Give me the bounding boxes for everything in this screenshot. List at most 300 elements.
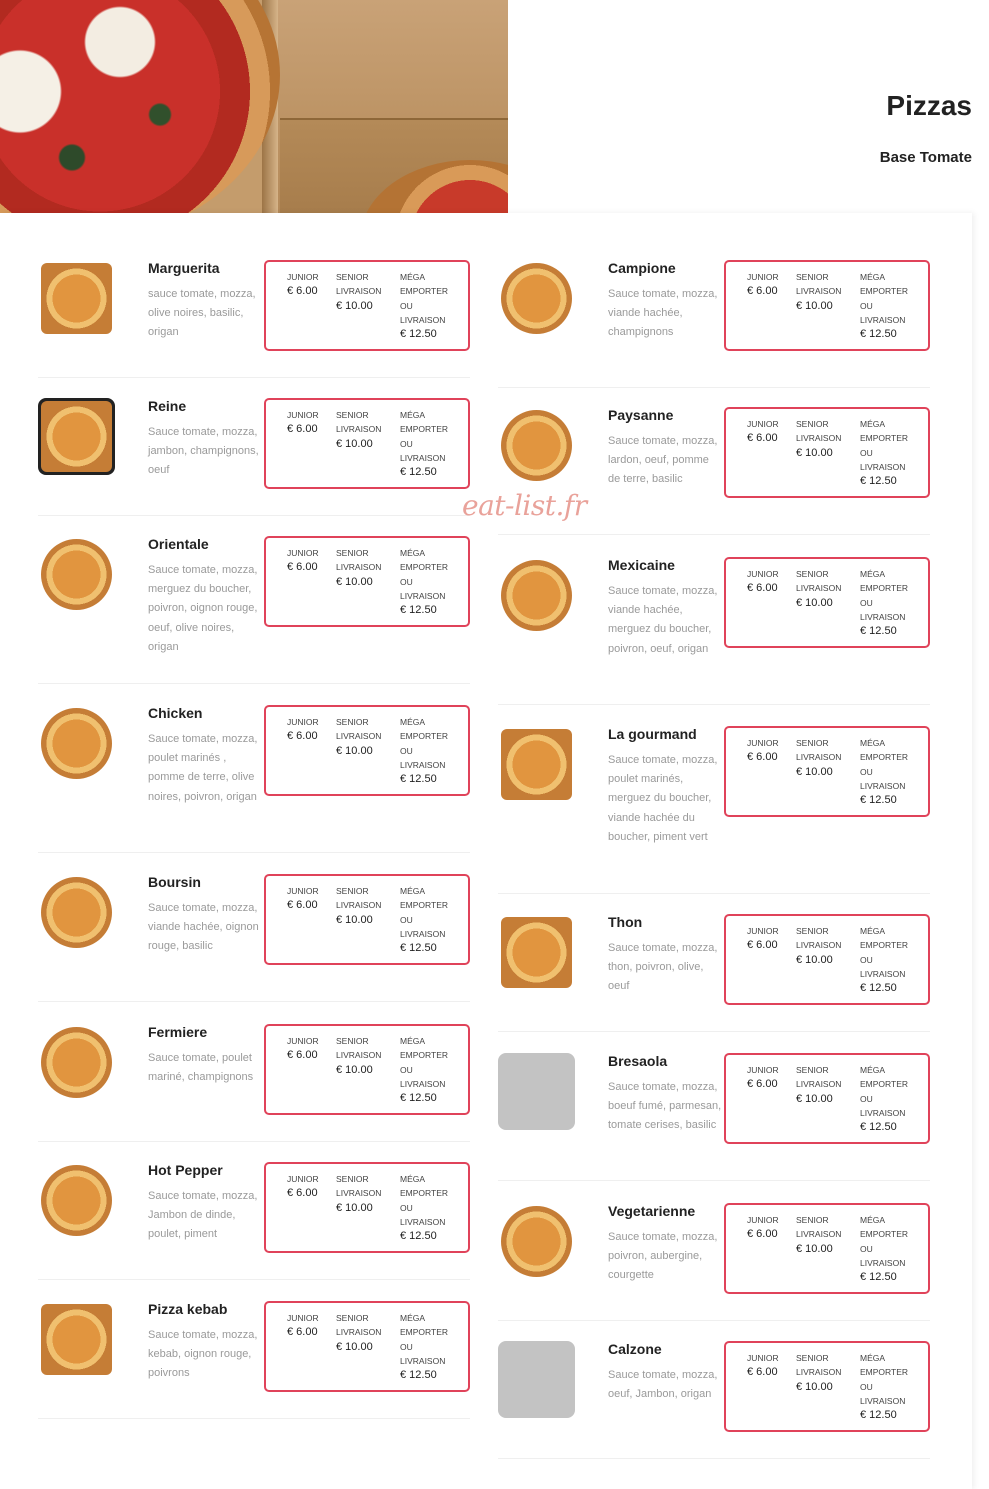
price-box — [264, 1162, 470, 1253]
pizza-image — [41, 263, 112, 334]
price-label-emporter: EMPORTER — [400, 1188, 449, 1199]
item-name: Reine — [148, 398, 187, 414]
price-label-senior: SENIOR — [796, 926, 829, 936]
price-label-livraison: LIVRAISON — [796, 940, 842, 951]
price-amount-junior: € 6.00 — [287, 899, 318, 912]
item-description: Sauce tomate, mozza, lardon, oeuf, pomme de terre, basilic — [608, 435, 718, 486]
price-label-livraison: LIVRAISON — [400, 314, 446, 325]
price-label-senior: SENIOR — [796, 1215, 829, 1225]
item-description: Sauce tomate, mozza, boeuf fumé, parmesan, tomate cerises, basilic — [608, 1081, 722, 1132]
price-junior — [747, 1063, 779, 1092]
price-mega — [860, 1213, 908, 1284]
price-label-ou: OU — [400, 1064, 413, 1075]
price-label-junior: JUNIOR — [287, 1174, 319, 1184]
menu-item[interactable] — [498, 1203, 930, 1321]
price-label-senior: SENIOR — [796, 419, 829, 429]
price-label-junior: JUNIOR — [287, 1313, 319, 1323]
price-label-ou: OU — [400, 914, 413, 925]
price-junior — [287, 1172, 319, 1201]
price-amount-mega: € 12.50 — [860, 475, 897, 488]
price-amount-mega: € 12.50 — [860, 1271, 897, 1284]
price-amount-senior: € 10.00 — [796, 765, 833, 778]
pizza-image — [41, 1304, 112, 1375]
price-label-junior: JUNIOR — [747, 1353, 779, 1363]
item-description: Sauce tomate, mozza, poivron, aubergine, courgette — [608, 1231, 718, 1282]
price-label-livraison: LIVRAISON — [400, 1355, 446, 1366]
item-name: Orientale — [148, 536, 209, 552]
price-label-mega: MÉGA — [400, 1174, 426, 1184]
price-label-junior: JUNIOR — [287, 410, 319, 420]
price-label-senior: SENIOR — [796, 738, 829, 748]
price-amount-junior: € 6.00 — [747, 1228, 778, 1241]
price-label-livraison: LIVRAISON — [860, 1395, 906, 1406]
price-label-ou: OU — [400, 576, 413, 587]
item-name: Campione — [608, 260, 676, 276]
price-mega — [860, 736, 908, 807]
item-thumbnail — [38, 1024, 115, 1101]
price-label-livraison: LIVRAISON — [336, 286, 382, 297]
price-label-livraison: LIVRAISON — [400, 759, 446, 770]
price-senior — [336, 546, 381, 589]
price-label-mega: MÉGA — [400, 548, 426, 558]
price-amount-senior: € 10.00 — [796, 446, 833, 459]
price-amount-mega: € 12.50 — [860, 1409, 897, 1422]
item-name: Marguerita — [148, 260, 220, 276]
price-label-livraison: LIVRAISON — [400, 928, 446, 939]
price-label-emporter: EMPORTER — [860, 940, 909, 951]
menu-panel — [0, 213, 972, 1489]
price-label-junior: JUNIOR — [747, 926, 779, 936]
menu-item[interactable] — [498, 1053, 930, 1181]
price-amount-mega: € 12.50 — [400, 773, 437, 786]
price-box — [724, 1341, 930, 1432]
item-name: Fermiere — [148, 1024, 208, 1040]
item-thumbnail — [498, 1341, 575, 1418]
price-label-livraison: LIVRAISON — [796, 752, 842, 763]
price-box — [724, 1203, 930, 1294]
price-mega — [860, 924, 908, 995]
item-description: Sauce tomate, mozza, jambon, champignons, oeuf — [148, 426, 259, 477]
price-label-ou: OU — [860, 1381, 873, 1392]
price-label-mega: MÉGA — [860, 1065, 886, 1075]
price-amount-mega: € 12.50 — [400, 1092, 437, 1105]
price-label-senior: SENIOR — [336, 1036, 369, 1046]
item-description: Sauce tomate, mozza, Jambon de dinde, poulet, piment — [148, 1190, 258, 1241]
price-amount-mega: € 12.50 — [400, 942, 437, 955]
item-description: Sauce tomate, mozza, oeuf, Jambon, origan — [608, 1369, 718, 1401]
price-amount-mega: € 12.50 — [860, 794, 897, 807]
price-amount-mega: € 12.50 — [400, 604, 437, 617]
item-description: Sauce tomate, poulet mariné, champignons — [148, 1052, 254, 1084]
price-amount-mega: € 12.50 — [400, 1230, 437, 1243]
price-box — [724, 260, 930, 351]
price-amount-senior: € 10.00 — [336, 744, 373, 757]
price-label-senior: SENIOR — [796, 1065, 829, 1075]
price-label-livraison: LIVRAISON — [860, 1257, 906, 1268]
price-senior — [796, 924, 841, 967]
item-thumbnail — [38, 874, 115, 951]
price-label-ou: OU — [400, 745, 413, 756]
price-junior — [747, 270, 779, 299]
item-name: Boursin — [148, 874, 201, 890]
price-label-ou: OU — [860, 954, 873, 965]
price-senior — [796, 270, 841, 313]
price-senior — [336, 408, 381, 451]
price-box — [264, 536, 470, 627]
price-label-ou: OU — [860, 447, 873, 458]
price-label-livraison: LIVRAISON — [860, 780, 906, 791]
price-amount-junior: € 6.00 — [747, 751, 778, 764]
price-label-junior: JUNIOR — [747, 1065, 779, 1075]
price-senior — [796, 567, 841, 610]
menu-item[interactable] — [38, 1162, 470, 1280]
price-label-livraison: LIVRAISON — [336, 1050, 382, 1061]
price-senior — [336, 1034, 381, 1077]
price-label-junior: JUNIOR — [287, 548, 319, 558]
item-thumbnail — [498, 557, 575, 634]
price-label-livraison: LIVRAISON — [796, 583, 842, 594]
price-label-ou: OU — [860, 766, 873, 777]
price-label-emporter: EMPORTER — [400, 1327, 449, 1338]
price-label-senior: SENIOR — [336, 410, 369, 420]
menu-item[interactable] — [38, 1024, 470, 1142]
item-name: Hot Pepper — [148, 1162, 223, 1178]
price-label-mega: MÉGA — [860, 926, 886, 936]
menu-item[interactable] — [38, 874, 470, 1002]
menu-item[interactable] — [498, 1341, 930, 1459]
hero-image — [0, 0, 508, 213]
pizza-image — [501, 560, 572, 631]
price-label-senior: SENIOR — [336, 272, 369, 282]
price-label-livraison: LIVRAISON — [400, 452, 446, 463]
price-label-senior: SENIOR — [796, 272, 829, 282]
menu-item[interactable] — [38, 536, 470, 684]
price-label-mega: MÉGA — [860, 569, 886, 579]
pizza-image — [501, 917, 572, 988]
item-name: La gourmand — [608, 726, 697, 742]
menu-item[interactable] — [498, 726, 930, 894]
item-description: Sauce tomate, mozza, thon, poivron, olive, oeuf — [608, 942, 718, 993]
price-label-emporter: EMPORTER — [860, 583, 909, 594]
price-label-emporter: EMPORTER — [400, 286, 449, 297]
price-mega — [400, 270, 448, 341]
item-thumbnail — [498, 1203, 575, 1280]
price-junior — [747, 567, 779, 596]
price-label-emporter: EMPORTER — [860, 433, 909, 444]
price-amount-senior: € 10.00 — [796, 953, 833, 966]
item-name: Chicken — [148, 705, 203, 721]
price-mega — [400, 715, 448, 786]
price-junior — [747, 924, 779, 953]
price-label-mega: MÉGA — [400, 1313, 426, 1323]
price-label-ou: OU — [860, 1093, 873, 1104]
price-label-ou: OU — [860, 300, 873, 311]
price-label-senior: SENIOR — [336, 1313, 369, 1323]
price-amount-senior: € 10.00 — [796, 1380, 833, 1393]
price-label-emporter: EMPORTER — [400, 562, 449, 573]
price-senior — [336, 1172, 381, 1215]
price-junior — [287, 408, 319, 437]
price-label-mega: MÉGA — [860, 1353, 886, 1363]
price-mega — [400, 1311, 448, 1382]
price-label-mega: MÉGA — [400, 717, 426, 727]
price-label-emporter: EMPORTER — [860, 752, 909, 763]
price-box — [264, 398, 470, 489]
pizza-image — [501, 263, 572, 334]
price-amount-mega: € 12.50 — [860, 1121, 897, 1134]
price-label-emporter: EMPORTER — [860, 1367, 909, 1378]
menu-item[interactable] — [498, 914, 930, 1032]
price-label-mega: MÉGA — [400, 886, 426, 896]
price-amount-mega: € 12.50 — [400, 466, 437, 479]
price-junior — [287, 1034, 319, 1063]
price-senior — [336, 270, 381, 313]
price-label-livraison: LIVRAISON — [336, 1188, 382, 1199]
price-senior — [336, 884, 381, 927]
price-label-junior: JUNIOR — [287, 886, 319, 896]
price-amount-senior: € 10.00 — [336, 1340, 373, 1353]
price-box — [264, 874, 470, 965]
price-box — [264, 1301, 470, 1392]
item-thumbnail — [38, 398, 115, 475]
menu-item[interactable] — [498, 557, 930, 705]
price-amount-senior: € 10.00 — [336, 1201, 373, 1214]
price-mega — [860, 1351, 908, 1422]
menu-item[interactable] — [38, 705, 470, 853]
menu-item[interactable] — [38, 260, 470, 378]
item-description: Sauce tomate, mozza, merguez du boucher, poivron, oignon rouge, oeuf, olive noires, origan — [148, 564, 258, 653]
price-mega — [860, 270, 908, 341]
price-mega — [860, 417, 908, 488]
price-label-senior: SENIOR — [336, 1174, 369, 1184]
menu-item[interactable] — [38, 1301, 470, 1419]
price-amount-junior: € 6.00 — [287, 285, 318, 298]
price-amount-senior: € 10.00 — [796, 1242, 833, 1255]
price-label-livraison: LIVRAISON — [860, 1107, 906, 1118]
price-junior — [747, 1351, 779, 1380]
price-box — [724, 407, 930, 498]
pizza-image — [41, 1165, 112, 1236]
price-amount-junior: € 6.00 — [287, 423, 318, 436]
item-thumbnail — [38, 1301, 115, 1378]
price-label-emporter: EMPORTER — [860, 286, 909, 297]
price-label-livraison: LIVRAISON — [796, 1229, 842, 1240]
price-label-senior: SENIOR — [336, 548, 369, 558]
price-label-mega: MÉGA — [860, 738, 886, 748]
price-label-junior: JUNIOR — [747, 569, 779, 579]
price-mega — [860, 567, 908, 638]
price-amount-junior: € 6.00 — [287, 730, 318, 743]
price-label-emporter: EMPORTER — [400, 1050, 449, 1061]
price-label-livraison: LIVRAISON — [860, 611, 906, 622]
pizza-image — [501, 410, 572, 481]
item-thumbnail — [498, 726, 575, 803]
price-senior — [796, 1063, 841, 1106]
price-label-livraison: LIVRAISON — [336, 731, 382, 742]
item-description: Sauce tomate, mozza, viande hachée, oignon rouge, basilic — [148, 902, 259, 953]
price-label-livraison: LIVRAISON — [860, 968, 906, 979]
price-label-livraison: LIVRAISON — [796, 1367, 842, 1378]
item-thumbnail — [498, 260, 575, 337]
price-amount-junior: € 6.00 — [747, 1078, 778, 1091]
price-amount-senior: € 10.00 — [336, 299, 373, 312]
pizza-image — [501, 729, 572, 800]
price-amount-mega: € 12.50 — [860, 982, 897, 995]
price-label-livraison: LIVRAISON — [796, 1079, 842, 1090]
price-amount-junior: € 6.00 — [747, 939, 778, 952]
price-label-livraison: LIVRAISON — [796, 433, 842, 444]
price-label-mega: MÉGA — [860, 419, 886, 429]
price-amount-junior: € 6.00 — [747, 582, 778, 595]
item-description: Sauce tomate, mozza, kebab, oignon rouge, poivrons — [148, 1329, 258, 1380]
price-label-junior: JUNIOR — [287, 1036, 319, 1046]
price-junior — [287, 1311, 319, 1340]
price-label-emporter: EMPORTER — [400, 900, 449, 911]
price-box — [264, 705, 470, 796]
pizza-image — [41, 877, 112, 948]
price-amount-senior: € 10.00 — [336, 913, 373, 926]
price-box — [264, 1024, 470, 1115]
price-label-ou: OU — [400, 1202, 413, 1213]
price-amount-junior: € 6.00 — [747, 432, 778, 445]
watermark: eat-list.fr — [462, 489, 587, 522]
price-label-mega: MÉGA — [400, 410, 426, 420]
item-description: sauce tomate, mozza, olive noires, basilic, origan — [148, 288, 256, 339]
item-name: Calzone — [608, 1341, 662, 1357]
price-junior — [287, 884, 319, 913]
price-label-ou: OU — [400, 300, 413, 311]
page-title: Pizzas — [886, 90, 972, 121]
price-senior — [796, 1213, 841, 1256]
item-name: Bresaola — [608, 1053, 668, 1069]
price-label-livraison: LIVRAISON — [796, 286, 842, 297]
price-mega — [400, 884, 448, 955]
price-senior — [796, 1351, 841, 1394]
page-subtitle: Base Tomate — [879, 149, 972, 166]
price-label-ou: OU — [400, 1341, 413, 1352]
price-amount-mega: € 12.50 — [400, 1369, 437, 1382]
item-name: Mexicaine — [608, 557, 675, 573]
price-mega — [400, 1172, 448, 1243]
price-label-ou: OU — [400, 438, 413, 449]
pizza-image — [501, 1206, 572, 1277]
price-label-ou: OU — [860, 597, 873, 608]
menu-item[interactable] — [38, 398, 470, 516]
price-label-livraison: LIVRAISON — [336, 562, 382, 573]
price-label-ou: OU — [860, 1243, 873, 1254]
item-name: Thon — [608, 914, 643, 930]
price-label-mega: MÉGA — [860, 272, 886, 282]
price-amount-senior: € 10.00 — [796, 596, 833, 609]
item-thumbnail — [38, 536, 115, 613]
price-senior — [336, 715, 381, 758]
price-label-livraison: LIVRAISON — [860, 461, 906, 472]
item-thumbnail — [38, 260, 115, 337]
item-thumbnail — [38, 705, 115, 782]
price-amount-junior: € 6.00 — [747, 1366, 778, 1379]
price-label-mega: MÉGA — [860, 1215, 886, 1225]
price-label-senior: SENIOR — [336, 717, 369, 727]
price-label-mega: MÉGA — [400, 1036, 426, 1046]
item-description: Sauce tomate, mozza, poulet marinés , pomme de terre, olive noires, poivron, origan — [148, 733, 258, 803]
item-description: Sauce tomate, mozza, viande hachée, champignons — [608, 288, 718, 339]
price-junior — [747, 736, 779, 765]
price-label-livraison: LIVRAISON — [400, 590, 446, 601]
item-name: Vegetarienne — [608, 1203, 696, 1219]
price-label-livraison: LIVRAISON — [400, 1216, 446, 1227]
price-box — [724, 726, 930, 817]
pizza-image — [41, 539, 112, 610]
price-label-junior: JUNIOR — [747, 738, 779, 748]
price-label-junior: JUNIOR — [747, 1215, 779, 1225]
pizza-image — [41, 401, 112, 472]
price-label-senior: SENIOR — [796, 1353, 829, 1363]
item-description: Sauce tomate, mozza, poulet marinés, merguez du boucher, viande hachée du boucher, piment vert — [608, 754, 718, 843]
price-label-junior: JUNIOR — [747, 419, 779, 429]
price-amount-senior: € 10.00 — [336, 437, 373, 450]
price-amount-senior: € 10.00 — [796, 299, 833, 312]
price-mega — [400, 408, 448, 479]
price-label-emporter: EMPORTER — [400, 424, 449, 435]
price-box — [724, 914, 930, 1005]
price-amount-junior: € 6.00 — [287, 1326, 318, 1339]
price-junior — [287, 546, 319, 575]
price-label-senior: SENIOR — [336, 886, 369, 896]
price-amount-senior: € 10.00 — [336, 1063, 373, 1076]
pizza-image — [41, 708, 112, 779]
price-senior — [796, 417, 841, 460]
price-junior — [287, 715, 319, 744]
price-label-junior: JUNIOR — [287, 272, 319, 282]
item-thumbnail — [38, 1162, 115, 1239]
price-box — [724, 557, 930, 648]
item-thumbnail — [498, 407, 575, 484]
price-mega — [860, 1063, 908, 1134]
price-label-livraison: LIVRAISON — [400, 1078, 446, 1089]
price-amount-junior: € 6.00 — [287, 1187, 318, 1200]
menu-item[interactable] — [498, 260, 930, 388]
item-name: Pizza kebab — [148, 1301, 228, 1317]
price-label-junior: JUNIOR — [747, 272, 779, 282]
price-amount-senior: € 10.00 — [796, 1092, 833, 1105]
price-box — [264, 260, 470, 351]
item-thumbnail — [498, 914, 575, 991]
price-label-emporter: EMPORTER — [400, 731, 449, 742]
price-junior — [287, 270, 319, 299]
price-label-livraison: LIVRAISON — [336, 1327, 382, 1338]
hero-pizza — [0, 0, 280, 213]
price-label-mega: MÉGA — [400, 272, 426, 282]
price-amount-junior: € 6.00 — [287, 561, 318, 574]
price-label-senior: SENIOR — [796, 569, 829, 579]
price-label-livraison: LIVRAISON — [336, 900, 382, 911]
item-name: Paysanne — [608, 407, 674, 423]
price-label-livraison: LIVRAISON — [336, 424, 382, 435]
pizza-image — [41, 1027, 112, 1098]
price-label-livraison: LIVRAISON — [860, 314, 906, 325]
price-amount-senior: € 10.00 — [336, 575, 373, 588]
price-amount-mega: € 12.50 — [860, 625, 897, 638]
price-amount-mega: € 12.50 — [860, 328, 897, 341]
item-description: Sauce tomate, mozza, viande hachée, merguez du boucher, poivron, oeuf, origan — [608, 585, 718, 655]
price-amount-junior: € 6.00 — [287, 1049, 318, 1062]
price-junior — [747, 1213, 779, 1242]
price-label-emporter: EMPORTER — [860, 1079, 909, 1090]
price-amount-junior: € 6.00 — [747, 285, 778, 298]
price-label-junior: JUNIOR — [287, 717, 319, 727]
price-junior — [747, 417, 779, 446]
item-thumbnail — [498, 1053, 575, 1130]
